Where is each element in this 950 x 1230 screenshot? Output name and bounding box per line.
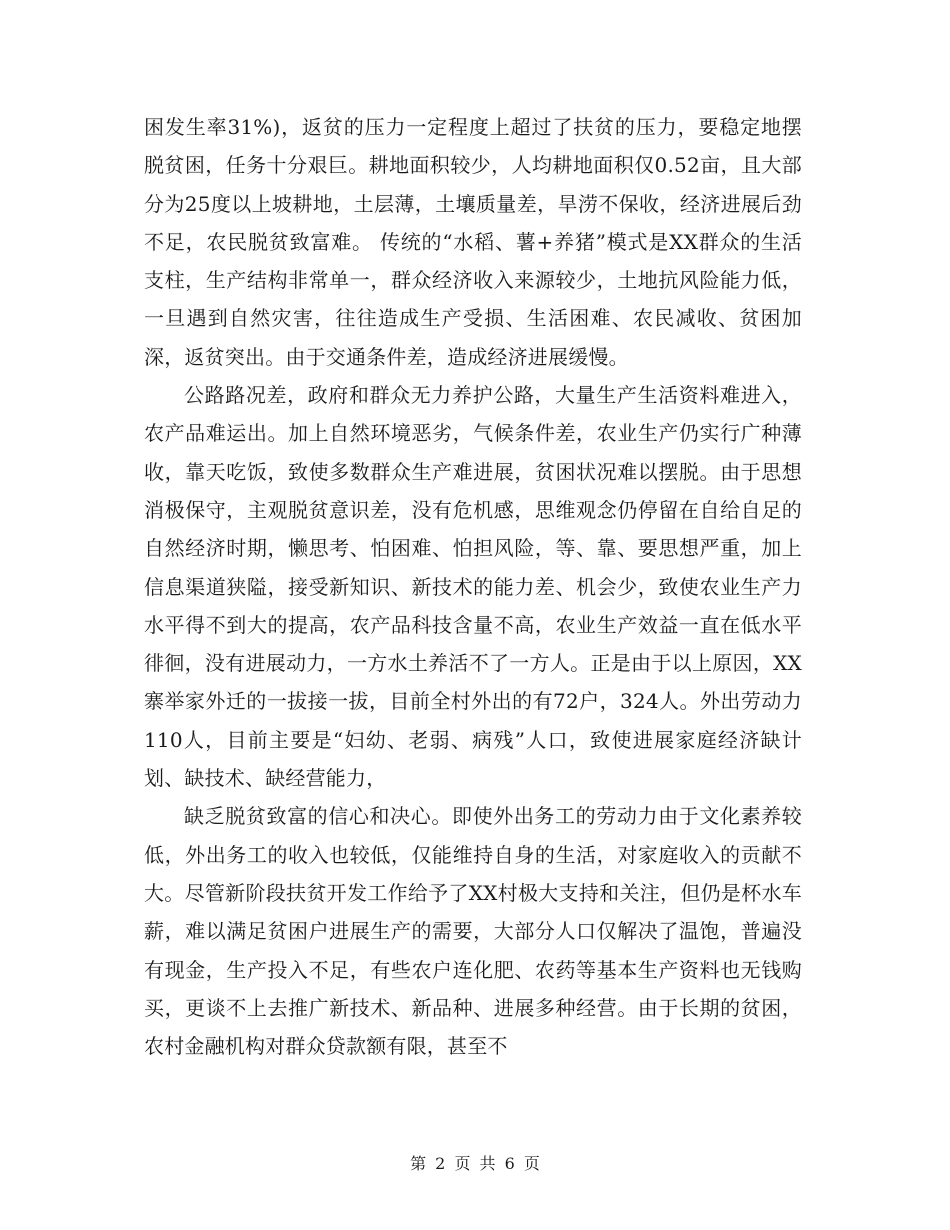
page-footer: 第 2 页 共 6 页 bbox=[410, 1154, 540, 1173]
paragraph-2: 公路路况差，政府和群众无力养护公路，大量生产生活资料难进入，农产品难运出。加上自然环境恶劣，气候条件差，农业生产仍实行广种薄收，靠天吃饭，致使多数群众生产难进展，贫困状况难以摆脱。由于思想消极保守，主观脱贫意识差，没有危机感，思维观念仍停留在自给自足的自然经济时期，懒思考、怕困难、怕担风险，等、靠、要思想严重，加上信息渠道狭隘，接受新知识、新技术的能力差、机会少，致使农业生产力水平得不到大的提高，农产品科技含量不高，农业生产效益一直在低水平徘徊，没有进展动力，一方水土养活不了一方人。正是由于以上原因，XX寨举家外迁的一拔接一拔，目前全村外出的有72户，324人。外出劳动力110人，目前主要是“妇幼、老弱、病残”人口，致使进展家庭经济缺计划、缺技术、缺经营能力， bbox=[144, 383, 802, 791]
body-text bbox=[144, 108, 802, 1065]
paragraph-3: 缺乏脱贫致富的信心和决心。即使外出务工的劳动力由于文化素养较低，外出务工的收入也较低，仅能维持自身的生活，对家庭收入的贡献不大。尽管新阶段扶贫开发工作给予了XX村极大支持和关注，但仍是杯水车薪，难以满足贫困户进展生产的需要，大部分人口仅解决了温饱，普遍没有现金，生产投入不足，有些农户连化肥、农药等基本生产资料也无钱购买，更谈不上去推广新技术、新品种、进展多种经营。由于长期的贫困，农村金融机构对群众贷款额有限，甚至不 bbox=[144, 804, 802, 1059]
paragraph-1: 困发生率31%)，返贫的压力一定程度上超过了扶贫的压力，要稳定地摆脱贫困，任务十分艰巨。耕地面积较少，人均耕地面积仅0.52亩，且大部分为25度以上坡耕地，土层薄，土壤质量差，旱涝不保收，经济进展后劲不足，农民脱贫致富难。 传统的“水稻、薯+养猪”模式是XX群众的生活支柱，生产结构非常单一，群众经济收入来源较少，土地抗风险能力低，一旦遇到自然灾害，往往造成生产受损、生活困难、农民减收、贫困加深，返贫突出。由于交通条件差，造成经济进展缓慢。 bbox=[144, 115, 802, 369]
